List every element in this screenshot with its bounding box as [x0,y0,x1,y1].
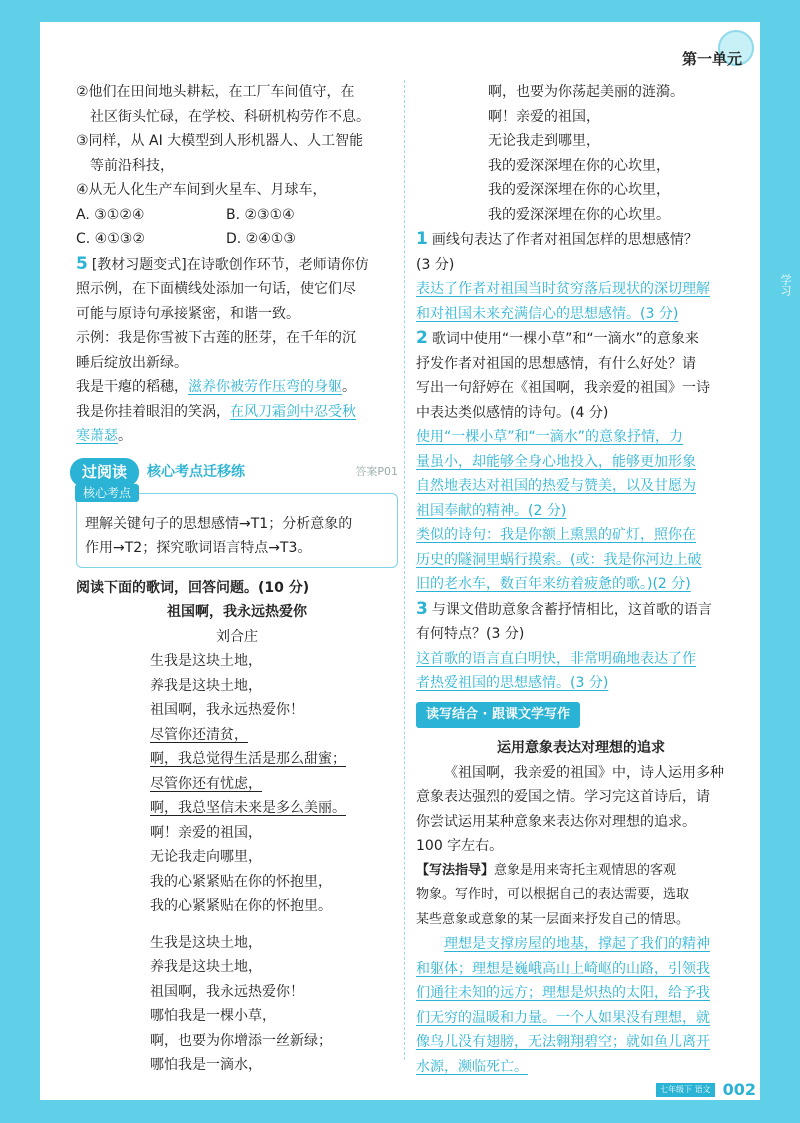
answer-line: 历史的隧洞里蜗行摸索。(或：我是你河边上破 [416,551,702,568]
q4-line: 社区街头忙碌，在学校、科研机构劳作不息。 [90,108,370,125]
fill-answer: 滋养你被劳作压弯的身躯 [188,379,342,395]
poem-line: 啊，也要为你增添一丝新绿； [150,1032,332,1049]
side-tab: 学习 [770,230,800,340]
q2-answer [416,425,746,597]
essay-line: 们通往未知的远方；理想是炽热的太阳，给予我 [416,985,710,1001]
poem-line: 我的心紧紧贴在你的怀抱里， [150,873,332,890]
fill-suffix: 。 [342,379,356,395]
poem-line: 哪怕我是一滴水， [150,1057,262,1073]
poem-line: 啊！亲爱的祖国， [150,824,262,841]
example-text: 睡后绽放出新绿。 [76,354,188,371]
essay-line: 们无穷的温暖和力量。一个人如果没有理想，就 [416,1009,710,1026]
essay-line: 理想是支撑房屋的地基，撑起了我们的精神 [444,936,710,952]
key-points-text: 理解关键句子的思想感情→T1；分析意象的 [85,515,353,532]
answer-reference: 答案P01 [355,465,398,479]
q1-text: 画线句表达了作者对祖国怎样的思想感情？ [431,232,698,248]
poem-line: 我的爱深深埋在你的心坎里， [488,182,670,198]
footer-label: 七年级下 语文 [656,1083,715,1097]
poem-line: 啊！亲爱的祖国， [488,108,600,125]
banner-subtitle: 核心考点迁移练 [147,464,246,481]
fill-prefix: 我是你挂着眼泪的笑涡， [76,403,230,420]
option-b: B. ②③①④ [226,206,295,223]
poem-line-underlined: 啊，我总觉得生活是那么甜蜜； [150,751,346,767]
key-points-label: 核心考点 [75,484,139,502]
poem-line-underlined: 尽管你还清贫， [150,726,248,743]
q2-text: 中表达类似感情的诗句。(4 分) [416,404,609,421]
right-column [416,80,746,1079]
answer-line: 使用“一棵小草”和“一滴水”的意象抒情，力 [416,429,684,445]
poem-line: 祖国啊，我永远热爱你！ [150,702,304,718]
fill-prefix: 我是干瘪的稻穗， [76,379,188,395]
unit-header: 第一单元 [681,50,742,68]
q4-line: ④从无人化生产车间到火星车、月球车， [76,182,327,198]
q5-number: 5 [76,253,88,274]
q3-text: 有何特点？(3 分) [416,626,525,642]
fill-line-1 [76,375,398,400]
fill-line-2b [76,424,398,449]
essay-answer [416,932,746,1079]
reading-instruction: 阅读下面的歌词，回答问题。(10 分) [76,579,310,596]
poem-line: 养我是这块土地， [150,959,262,975]
q3-question [416,597,746,623]
poem-stanza-1 [76,649,398,919]
q1-text: (3 分) [416,256,455,273]
page-footer [656,1080,760,1099]
left-column [76,80,398,1078]
q2-text: 抒发作者对祖国的思想感情，有什么好处？请 [416,355,696,372]
writing-prompt: 100 字左右。 [416,838,504,854]
column-divider [404,80,405,1060]
poem-line: 祖国啊，我永远热爱你！ [150,983,304,1000]
poem-line-underlined: 啊，我总坚信未来是多么美丽。 [150,800,346,816]
option-c: C. ④①③② [76,231,145,247]
fill-line-2 [76,400,398,425]
q4-line: 等前沿科技， [90,157,174,174]
q2-number: 2 [416,328,428,348]
example-text: 示例：我是你雪被下古莲的胚芽，在千年的沉 [76,330,356,346]
poem-line: 无论我走向哪里， [150,849,262,865]
answer-line: 祖国奉献的精神。(2 分) [416,502,567,519]
q5-tag: [教材习题变式] [91,256,187,273]
poem-line: 养我是这块土地， [150,677,262,694]
poem-line: 无论我走到哪里， [488,133,600,149]
essay-line: 和躯体；理想是巍峨高山上崎岖的山路，引领我 [416,960,710,977]
guide-text: 意象是用来寄托主观情思的客观 [494,862,677,878]
answer-line: 这首歌的语言直白明快，非常明确地表达了作 [416,650,696,667]
q4-options-row [76,203,398,228]
writing-prompt: 意象表达强烈的爱国之情。学习完这首诗后，请 [416,789,710,805]
q1-answer [416,277,746,326]
writing-guide [416,859,746,884]
q4-line: ③同样，从 AI 大模型到人形机器人、人工智能 [76,133,364,149]
answer-line: 量虽小，却能够全身心地投入，能够更加形象 [416,453,696,470]
fill-suffix: 。 [118,428,132,444]
q5-text: 在诗歌创作环节，老师请你仿 [186,256,369,273]
q4-options-row [76,227,398,252]
poem-continued [416,80,746,227]
q3-number: 3 [416,598,428,619]
q5-text: 照示例，在下面横线处添加一句话，使它们尽 [76,281,356,297]
answer-line: 自然地表达对祖国的热爱与赞美，以及甘愿为 [416,478,696,494]
option-a: A. ③①②④ [76,206,145,223]
q2-text: 歌词中使用“一棵小草”和“一滴水”的意象来 [431,331,699,347]
poem-line: 生我是这块土地， [150,653,262,669]
poem-line: 啊，也要为你荡起美丽的涟漪。 [488,84,684,100]
key-points-box [76,485,398,568]
q2-question [416,326,746,352]
poem-line: 我的爱深深埋在你的心坎里。 [488,206,670,223]
q5-text: 可能与原诗句承接紧密，和谐一致。 [76,305,300,322]
answer-line: 表达了作者对祖国当时贫穷落后现状的深切理解 [416,281,710,297]
poem-author: 刘合庄 [216,628,258,645]
answer-line: 和对祖国未来充满信心的思想感情。(3 分) [416,305,679,322]
page-number: 002 [719,1080,760,1099]
writing-prompt: 《祖国啊，我亲爱的祖国》中，诗人运用多种 [444,764,724,781]
fill-answer: 在风刀霜剑中忍受秋 [230,403,356,420]
poem-line-underlined: 尽管你还有忧虑， [150,775,262,792]
reading-banner [70,459,398,487]
q4-line: ②他们在田间地头耕耘，在工厂车间值守，在 [76,84,355,100]
answer-line: 者热爱祖国的思想感情。(3 分) [416,675,609,691]
answer-line: 类似的诗句：我是你额上熏黑的矿灯，照你在 [416,527,696,543]
q2-text: 写出一句舒婷在《祖国啊，我亲爱的祖国》一诗 [416,380,710,396]
poem-title: 祖国啊，我永远热爱你 [167,604,307,620]
poem-line: 我的心紧紧贴在你的怀抱里。 [150,898,332,914]
guide-text: 某些意象或意象的某一层面来抒发自己的情思。 [416,911,690,927]
writing-title: 运用意象表达对理想的追求 [497,740,665,756]
essay-line: 像鸟儿没有翅膀，无法翱翔碧空；就如鱼儿离开 [416,1034,710,1050]
writing-banner: 读写结合 · 跟课文学写作 [416,702,580,729]
q5-question [76,252,398,278]
writing-prompt: 你尝试运用某种意象来表达你对理想的追求。 [416,813,696,830]
poem-line: 生我是这块土地， [150,934,262,951]
guide-label: 【写法指导】 [416,862,495,878]
q1-question [416,227,746,253]
banner-title: 过阅读 [70,458,139,487]
option-d: D. ②④①③ [226,231,296,247]
poem-line: 我的爱深深埋在你的心坎里， [488,157,670,174]
answer-line: 旧的老水车，数百年来纺着疲惫的歌。)(2 分) [416,576,691,592]
q1-number: 1 [416,229,428,249]
poem-stanza-2 [76,931,398,1078]
poem-line: 哪怕我是一棵小草， [150,1008,276,1024]
q3-text: 与课文借助意象含蓄抒情相比，这首歌的语言 [431,601,712,618]
guide-text: 物象。写作时，可以根据自己的表达需要，选取 [416,887,690,902]
essay-line: 水源，濒临死亡。 [416,1058,528,1075]
fill-answer: 寒萧瑟 [76,428,118,444]
key-points-text: 作用→T2；探究歌词语言特点→T3。 [85,540,312,556]
q3-answer [416,647,746,696]
